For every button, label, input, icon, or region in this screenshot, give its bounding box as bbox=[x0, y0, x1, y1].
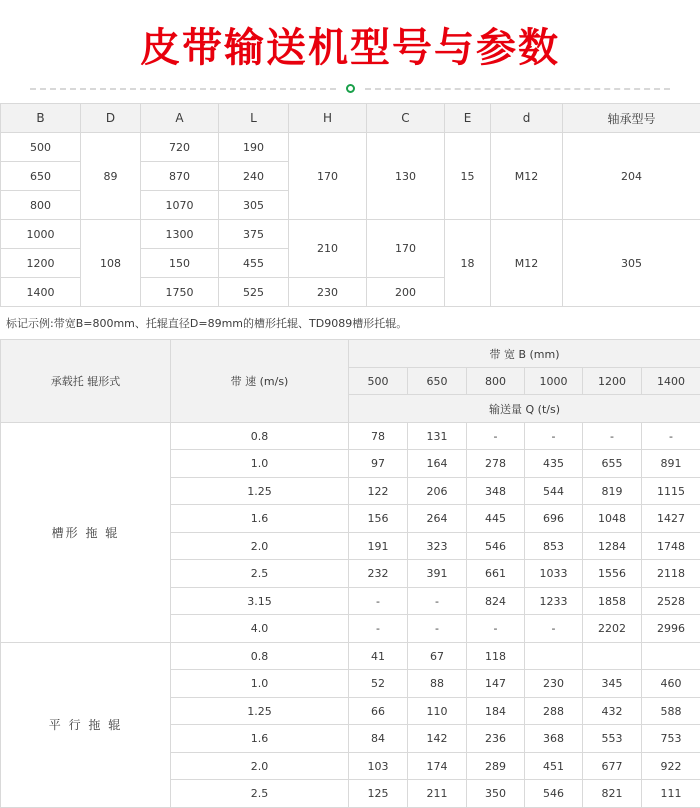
cell-q-650: 206 bbox=[408, 477, 467, 505]
cell-speed: 0.8 bbox=[171, 642, 349, 670]
cell-speed: 1.25 bbox=[171, 477, 349, 505]
cell-q-500: 125 bbox=[349, 780, 408, 808]
cell-speed: 1.25 bbox=[171, 697, 349, 725]
cell-d-group: M12 bbox=[491, 220, 563, 307]
cell-speed: 3.15 bbox=[171, 587, 349, 615]
cell-q-650: - bbox=[408, 587, 467, 615]
table-row bbox=[1, 133, 700, 162]
cell-q-500: 41 bbox=[349, 642, 408, 670]
capacity-table bbox=[0, 339, 700, 808]
cell-q-650: 264 bbox=[408, 505, 467, 533]
cell-C-group: 170 bbox=[367, 220, 445, 278]
circle-dot-icon bbox=[346, 84, 355, 93]
cell-q-1200: 655 bbox=[583, 450, 642, 478]
cell-q-1400: 1748 bbox=[642, 532, 700, 560]
cell-q-1000: 696 bbox=[525, 505, 583, 533]
cell-speed: 1.6 bbox=[171, 505, 349, 533]
cell-H-group: 170 bbox=[289, 133, 367, 220]
cell-speed: 4.0 bbox=[171, 615, 349, 643]
cell-q-800: 661 bbox=[467, 560, 525, 588]
header-cell-B: B bbox=[1, 104, 81, 133]
cell-q-1200: 1048 bbox=[583, 505, 642, 533]
cell-q-500: 66 bbox=[349, 697, 408, 725]
cell-C: 200 bbox=[367, 278, 445, 307]
header-cell-belt-speed: 带 速 (m/s) bbox=[171, 340, 349, 423]
cell-q-1200: 553 bbox=[583, 725, 642, 753]
cell-q-500: 232 bbox=[349, 560, 408, 588]
header-cell-width-800: 800 bbox=[467, 367, 525, 395]
cell-q-800: 278 bbox=[467, 450, 525, 478]
cell-q-650: 67 bbox=[408, 642, 467, 670]
cell-speed: 1.6 bbox=[171, 725, 349, 753]
header-cell-C: C bbox=[367, 104, 445, 133]
cell-bearing-group: 204 bbox=[563, 133, 700, 220]
cell-q-1000: - bbox=[525, 615, 583, 643]
cell-q-1400: 753 bbox=[642, 725, 700, 753]
section-label-trough: 槽形 拖 辊 bbox=[1, 422, 171, 642]
cell-L: 305 bbox=[219, 191, 289, 220]
header-cell-D: D bbox=[81, 104, 141, 133]
cell-q-1000: 368 bbox=[525, 725, 583, 753]
cell-q-1000: 1233 bbox=[525, 587, 583, 615]
cell-q-1200: 819 bbox=[583, 477, 642, 505]
cell-L: 190 bbox=[219, 133, 289, 162]
cell-q-1400: 1115 bbox=[642, 477, 700, 505]
cell-q-650: 323 bbox=[408, 532, 467, 560]
cell-A: 1750 bbox=[141, 278, 219, 307]
cell-q-1200: 2202 bbox=[583, 615, 642, 643]
cell-L: 525 bbox=[219, 278, 289, 307]
header-cell-bearing: 轴承型号 bbox=[563, 104, 700, 133]
cell-q-800: 184 bbox=[467, 697, 525, 725]
divider-line-left bbox=[30, 88, 336, 90]
table-row bbox=[1, 642, 700, 670]
table-header-row bbox=[1, 104, 700, 133]
cell-q-1400: 1427 bbox=[642, 505, 700, 533]
cell-q-650: 142 bbox=[408, 725, 467, 753]
cell-q-1400: - bbox=[642, 422, 700, 450]
cell-q-800: 546 bbox=[467, 532, 525, 560]
cell-q-1400: 111 bbox=[642, 780, 700, 808]
cell-L: 240 bbox=[219, 162, 289, 191]
cell-q-1200: 345 bbox=[583, 670, 642, 698]
cell-q-1000: 544 bbox=[525, 477, 583, 505]
cell-q-1200: 677 bbox=[583, 752, 642, 780]
cell-q-1400 bbox=[642, 642, 700, 670]
cell-q-500: 191 bbox=[349, 532, 408, 560]
cell-q-1200: 432 bbox=[583, 697, 642, 725]
table-row bbox=[1, 220, 700, 249]
cell-q-1200: 1556 bbox=[583, 560, 642, 588]
cell-q-650: 211 bbox=[408, 780, 467, 808]
cell-q-1000: 546 bbox=[525, 780, 583, 808]
cell-q-1000: 230 bbox=[525, 670, 583, 698]
header-cell-A: A bbox=[141, 104, 219, 133]
header-cell-d: d bbox=[491, 104, 563, 133]
cell-B: 1000 bbox=[1, 220, 81, 249]
cell-q-500: 52 bbox=[349, 670, 408, 698]
cell-q-650: 391 bbox=[408, 560, 467, 588]
cell-q-800: 824 bbox=[467, 587, 525, 615]
cell-q-1200: 821 bbox=[583, 780, 642, 808]
cell-q-1400: 460 bbox=[642, 670, 700, 698]
cell-q-800: 236 bbox=[467, 725, 525, 753]
cell-q-1200 bbox=[583, 642, 642, 670]
cell-q-500: - bbox=[349, 587, 408, 615]
cell-q-500: 97 bbox=[349, 450, 408, 478]
cell-q-1000: 451 bbox=[525, 752, 583, 780]
page-title: 皮带输送机型号与参数 bbox=[0, 26, 700, 70]
cell-A: 1070 bbox=[141, 191, 219, 220]
cell-speed: 2.0 bbox=[171, 532, 349, 560]
cell-q-1000 bbox=[525, 642, 583, 670]
cell-q-500: 156 bbox=[349, 505, 408, 533]
header-cell-width-1400: 1400 bbox=[642, 367, 700, 395]
cell-B: 800 bbox=[1, 191, 81, 220]
title-block bbox=[0, 0, 700, 70]
cell-speed: 0.8 bbox=[171, 422, 349, 450]
cell-speed: 1.0 bbox=[171, 450, 349, 478]
cell-L: 375 bbox=[219, 220, 289, 249]
cell-q-1400: 2118 bbox=[642, 560, 700, 588]
cell-q-1400: 2996 bbox=[642, 615, 700, 643]
cell-q-650: 131 bbox=[408, 422, 467, 450]
decorative-divider bbox=[30, 84, 670, 93]
cell-H-group: 210 bbox=[289, 220, 367, 278]
cell-q-1000: - bbox=[525, 422, 583, 450]
cell-q-1200: - bbox=[583, 422, 642, 450]
cell-q-1200: 1284 bbox=[583, 532, 642, 560]
cell-q-1400: 588 bbox=[642, 697, 700, 725]
cell-q-1000: 1033 bbox=[525, 560, 583, 588]
cell-q-1400: 2528 bbox=[642, 587, 700, 615]
cell-speed: 2.5 bbox=[171, 780, 349, 808]
cell-q-500: 122 bbox=[349, 477, 408, 505]
cell-L: 455 bbox=[219, 249, 289, 278]
cell-q-500: - bbox=[349, 615, 408, 643]
header-cell-width-650: 650 bbox=[408, 367, 467, 395]
cell-q-1000: 288 bbox=[525, 697, 583, 725]
cell-A: 150 bbox=[141, 249, 219, 278]
cell-q-800: 350 bbox=[467, 780, 525, 808]
header-cell-width-1200: 1200 bbox=[583, 367, 642, 395]
cell-B: 500 bbox=[1, 133, 81, 162]
cell-q-650: 164 bbox=[408, 450, 467, 478]
cell-q-800: - bbox=[467, 615, 525, 643]
header-cell-capacity-unit: 输送量 Q (t/s) bbox=[349, 395, 700, 423]
cell-speed: 2.5 bbox=[171, 560, 349, 588]
cell-q-650: 174 bbox=[408, 752, 467, 780]
cell-bearing-group: 305 bbox=[563, 220, 700, 307]
spec-table bbox=[0, 103, 700, 307]
cell-q-650: - bbox=[408, 615, 467, 643]
cell-q-800: 289 bbox=[467, 752, 525, 780]
cell-speed: 2.0 bbox=[171, 752, 349, 780]
cell-D-group: 108 bbox=[81, 220, 141, 307]
cell-E-group: 18 bbox=[445, 220, 491, 307]
cell-q-1000: 853 bbox=[525, 532, 583, 560]
cell-q-800: - bbox=[467, 422, 525, 450]
cell-q-1000: 435 bbox=[525, 450, 583, 478]
table-row bbox=[1, 422, 700, 450]
cell-A: 870 bbox=[141, 162, 219, 191]
header-cell-roller-type: 承载托 辊形式 bbox=[1, 340, 171, 423]
capacity-header-row-1 bbox=[1, 340, 700, 368]
section-label-flat: 平 行 拖 辊 bbox=[1, 642, 171, 807]
cell-B: 1200 bbox=[1, 249, 81, 278]
cell-B: 1400 bbox=[1, 278, 81, 307]
cell-q-800: 445 bbox=[467, 505, 525, 533]
header-cell-belt-width-group: 带 宽 B (mm) bbox=[349, 340, 700, 368]
cell-C-group: 130 bbox=[367, 133, 445, 220]
cell-q-800: 147 bbox=[467, 670, 525, 698]
cell-A: 1300 bbox=[141, 220, 219, 249]
header-cell-H: H bbox=[289, 104, 367, 133]
cell-D-group: 89 bbox=[81, 133, 141, 220]
cell-E-group: 15 bbox=[445, 133, 491, 220]
cell-speed: 1.0 bbox=[171, 670, 349, 698]
cell-q-500: 103 bbox=[349, 752, 408, 780]
header-cell-width-500: 500 bbox=[349, 367, 408, 395]
header-cell-L: L bbox=[219, 104, 289, 133]
cell-H: 230 bbox=[289, 278, 367, 307]
cell-q-650: 88 bbox=[408, 670, 467, 698]
cell-q-650: 110 bbox=[408, 697, 467, 725]
spec-note: 标记示例:带宽B=800mm、托辊直径D=89mm的槽形托辊、TD9089槽形托辊。 bbox=[0, 307, 700, 339]
cell-q-1200: 1858 bbox=[583, 587, 642, 615]
header-cell-E: E bbox=[445, 104, 491, 133]
cell-B: 650 bbox=[1, 162, 81, 191]
divider-line-right bbox=[365, 88, 671, 90]
cell-q-800: 348 bbox=[467, 477, 525, 505]
header-cell-width-1000: 1000 bbox=[525, 367, 583, 395]
cell-q-500: 78 bbox=[349, 422, 408, 450]
cell-A: 720 bbox=[141, 133, 219, 162]
cell-q-1400: 922 bbox=[642, 752, 700, 780]
cell-q-500: 84 bbox=[349, 725, 408, 753]
cell-d-group: M12 bbox=[491, 133, 563, 220]
cell-q-1400: 891 bbox=[642, 450, 700, 478]
cell-q-800: 118 bbox=[467, 642, 525, 670]
